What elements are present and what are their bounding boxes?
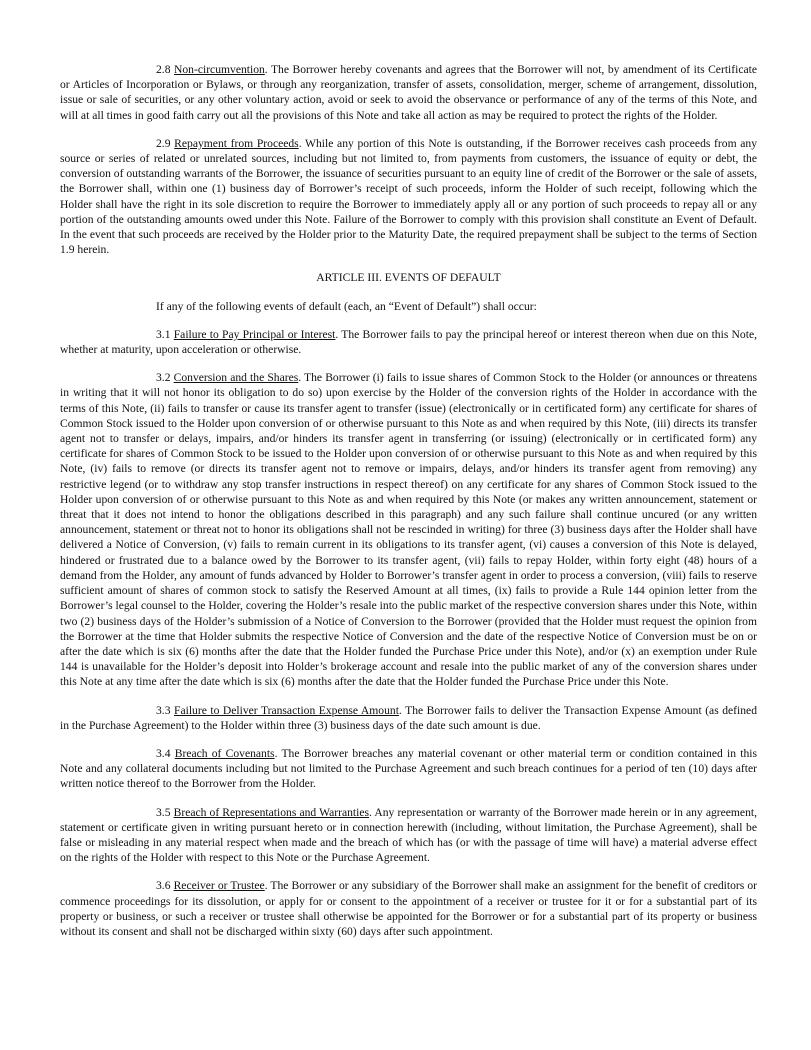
section-3-3	[60, 703, 757, 733]
section-heading: Breach of Representations and Warranties	[173, 805, 370, 819]
section-body: . The Borrower breaches any material covenant or other material term or condition contained in this Note and any collateral documents including but not limited to the Purchase Agreement and such breach continues for a period of ten (10) days after written notice thereof to the Borrower from the Holder.	[60, 746, 757, 791]
article-intro: If any of the following events of default (each, an “Event of Default”) shall occur:	[156, 299, 537, 313]
section-heading: Receiver or Trustee	[173, 879, 265, 893]
section-number: 2.8	[156, 63, 171, 76]
section-body: . The Borrower or any subsidiary of the Borrower shall make an assignment for the benefit of creditors or commence proceedings for its dissolution, or apply for or consent to the appointment of a receiver or trustee for it or for a substantial part of its property or business, or such a receiver or trustee shall otherwise be appointed for the Borrower or for a substantial part of its property or business without its consent and shall not be discharged within sixty (60) days after such appointment.	[60, 879, 758, 938]
section-number: 3.5	[156, 805, 171, 819]
section-3-4	[60, 746, 757, 792]
section-number: 3.6	[156, 879, 171, 893]
section-number: 3.2	[156, 371, 171, 385]
section-3-6	[60, 878, 757, 939]
section-body: . The Borrower fails to pay the principal hereof or interest thereon when due on this Note, whether at maturity, upon acceleration or otherwise.	[60, 327, 757, 357]
section-body: . While any portion of this Note is outstanding, if the Borrower receives cash proceeds from any source or series of related or unrelated sources, including but not limited to, from payments from customers, the issuance of equity or debt, the conversion of outstanding warrants of the Borrower, the issuance of securities pursuant to an equity line of credit of the Borrower or the sale of assets, the Borrower shall, within one (1) business day of Borrower’s receipt of such proceeds, inform the Holder of such receipt, following which the Holder shall have the right in its sole discretion to require the Borrower to immediately apply all or any portion of such proceeds to repay all or any portion of the outstanding amounts owed under this Note. Failure of the Borrower to comply with this provision shall constitute an Event of Default. In the event that such proceeds are received by the Holder prior to the Maturity Date, the required prepayment shall be subject to the terms of Section 1.9 herein.	[60, 136, 757, 257]
section-3-2	[60, 370, 757, 689]
section-2-9	[60, 136, 757, 258]
section-body: . The Borrower hereby covenants and agrees that the Borrower will not, by amendment of its Certificate or Articles of Incorporation or Bylaws, or through any reorganization, transfer of assets, consolidation, merger, scheme of arrangement, dissolution, issue or sale of securities, or any other voluntary action, avoid or seek to avoid the observance or performance of any of the terms of this Note, and will at all times in good faith carry out all the provisions of this Note and take all action as may be required to protect the rights of the Holder.	[60, 63, 757, 122]
section-number: 3.4	[156, 746, 171, 760]
section-heading: Conversion and the Shares	[173, 371, 299, 385]
section-heading: Breach of Covenants	[174, 746, 275, 760]
section-heading: Non-circumvention	[174, 63, 265, 76]
section-number: 3.1	[156, 327, 171, 341]
section-heading: Repayment from Proceeds	[174, 136, 299, 150]
section-3-5	[60, 805, 757, 866]
article-heading: ARTICLE III. EVENTS OF DEFAULT	[316, 271, 501, 285]
document-page	[60, 62, 757, 952]
section-body: . The Borrower (i) fails to issue shares of Common Stock to the Holder (or announces or threatens in writing that it will not honor its obligation to do so) upon exercise by the Holder of the conversion rights of the Holder in accordance with the terms of this Note, (ii) fails to transfer or cause its transfer agent to transfer (issue) (electronically or in certificated form) any certificate for shares of Common Stock issued to the Holder upon conversion of or otherwise pursuant to this Note as and when required by this Note, (iii) directs its transfer agent not to transfer or delays, impairs, and/or hinders its transfer agent in transferring (or issuing) (electronically or in certificated form) any certificate for shares of Common Stock to be issued to the Holder upon conversion of or otherwise pursuant to this Note as and when required by this Note, (iv) fails to remove (or directs its transfer agent not to remove or impairs, delays, and/or hinders its transfer agent from removing) any restrictive legend (or to withdraw any stop transfer instructions in respect thereof) on any certificate for any shares of Common Stock issued to the Holder upon conversion of or otherwise pursuant to this Note as and when required by this Note (or makes any written announcement, statement or threat that it does not intend to honor the obligations described in this paragraph) and any such failure shall continue uncured (or any written announcement, statement or threat not to honor its obligations shall not be rescinded in writing) for three (3) business days after the Holder shall have delivered a Notice of Conversion, (v) fails to remain current in its obligations to its transfer agent, (vi) causes a conversion of this Note is delayed, hindered or frustrated due to a balance owed by the Borrower to its transfer agent, (vii) fails to repay Holder, within forty eight (48) hours of a demand from the Holder, any amount of funds advanced by Holder to Borrower’s transfer agent in order to process a conversion, (viii) fails to reserve sufficient amount of shares of common stock to satisfy the Reserved Amount at all times, (ix) fails to provide a Rule 144 opinion letter from the Borrower’s legal counsel to the Holder, covering the Holder’s resale into the public market of the respective conversion shares under this Note, within two (2) business days of the Holder’s submission of a Notice of Conversion to the Borrower (provided that the Holder must request the opinion from the Borrower at the time that Holder submits the respective Notice of Conversion and the date of the respective Notice of Conversion must be on or after the date which is six (6) months after the date that the Holder funded the Purchase Price under this Note), and/or (x) an exemption under Rule 144 is unavailable for the Holder’s deposit into Holder’s brokerage account and resale into the public market of any of the conversion shares under this Note at any time after the date which is six (6) months after the date that the Holder funded the Purchase Price under this Note.	[60, 371, 757, 689]
section-heading: Failure to Pay Principal or Interest	[173, 327, 336, 341]
section-heading: Failure to Deliver Transaction Expense Amount	[174, 703, 399, 717]
section-number: 2.9	[156, 136, 171, 150]
section-3-1	[60, 327, 757, 357]
section-number: 3.3	[156, 703, 171, 717]
section-2-8	[60, 62, 757, 123]
section-body: . The Borrower fails to deliver the Transaction Expense Amount (as defined in the Purchase Agreement) to the Holder within three (3) business days of the date such amount is due.	[60, 703, 757, 732]
section-body: . Any representation or warranty of the Borrower made herein or in any agreement, statement or certificate given in writing pursuant hereto or in connection herewith (including, without limitation, the Purchase Agreement), shall be false or misleading in any material respect when made and the breach of which has (or with the passage of time will have) a material adverse effect on the rights of the Holder with respect to this Note or the Purchase Agreement.	[60, 805, 757, 865]
